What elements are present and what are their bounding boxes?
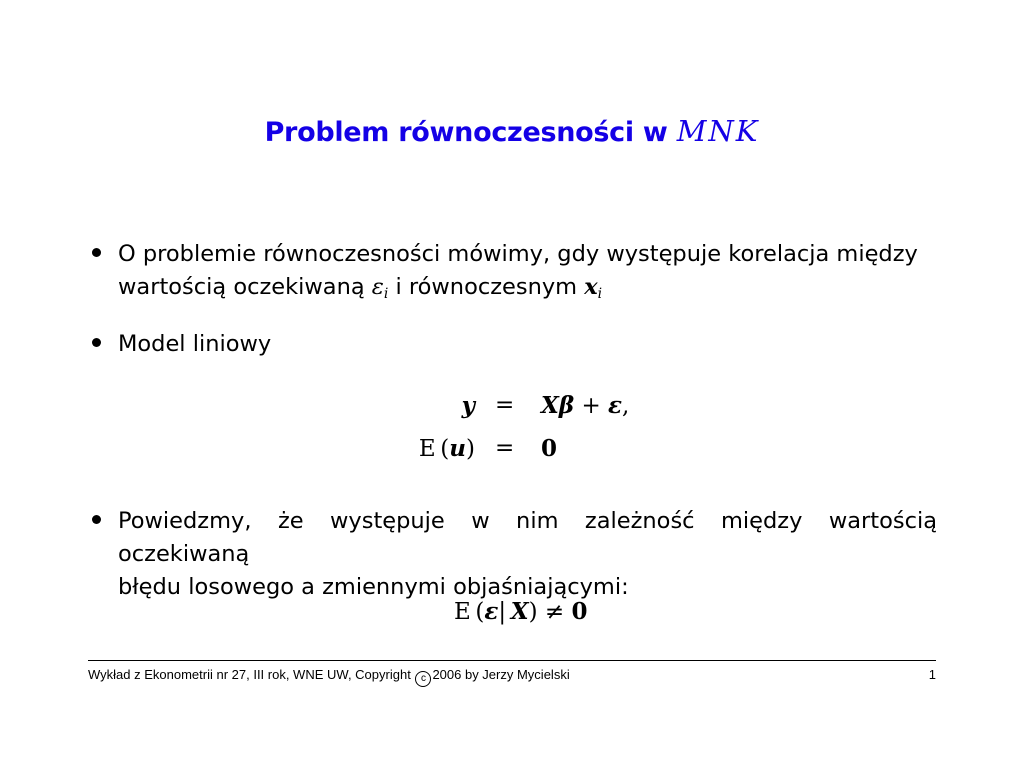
bullet-line <box>118 271 937 304</box>
equation-1-lhs: y <box>461 392 475 419</box>
equation-1-relation: = <box>495 392 515 418</box>
footer-divider <box>88 660 936 661</box>
slide-title-math: MNK <box>676 114 760 148</box>
bullet-linear-model <box>92 328 937 361</box>
footer-credit: Wykład z Ekonometrii nr 27, III rok, WNE UW, Copyright c 2006 by Jerzy Mycielski <box>88 667 570 687</box>
bullet-line-text: i równoczesnym <box>395 274 578 300</box>
bullet-text <box>118 238 937 304</box>
bullet-line-text: wartością oczekiwaną <box>118 274 365 300</box>
epsilon-symbol: $\varepsilon_i$ <box>371 274 389 303</box>
bullet-line: O problemie równoczesności mówimy, gdy występuje korelacja między <box>118 241 918 267</box>
copyright-icon: c <box>415 671 431 687</box>
bullet-dot <box>92 248 101 257</box>
bullet-dependence <box>92 505 937 604</box>
equation-2-relation: = <box>495 435 515 461</box>
slide-title <box>0 114 1024 148</box>
bullet-correlation <box>92 238 937 304</box>
slide-title-text: Problem równoczesności w <box>264 117 668 148</box>
bullet-dot <box>92 338 101 347</box>
x-symbol: $x_i$ <box>584 274 603 303</box>
page-number: 1 <box>928 667 936 682</box>
equation-2-rhs: 0 <box>541 435 558 462</box>
bullet-line: błędu losowego a zmiennymi objaśniającymi: <box>118 574 629 600</box>
bullet-line: Powiedzmy, że występuje w nim zależność między wartością oczekiwaną <box>118 508 937 567</box>
equation-2-lhs: E (u) <box>418 435 475 462</box>
equation-3: E (ε| X) ≠ 0 <box>454 598 588 625</box>
equation-1-rhs: Xβ + ε, <box>541 392 630 419</box>
bullet-dot <box>92 515 101 524</box>
bullet-text: Model liniowy <box>118 331 272 357</box>
bullet-text <box>118 505 937 604</box>
